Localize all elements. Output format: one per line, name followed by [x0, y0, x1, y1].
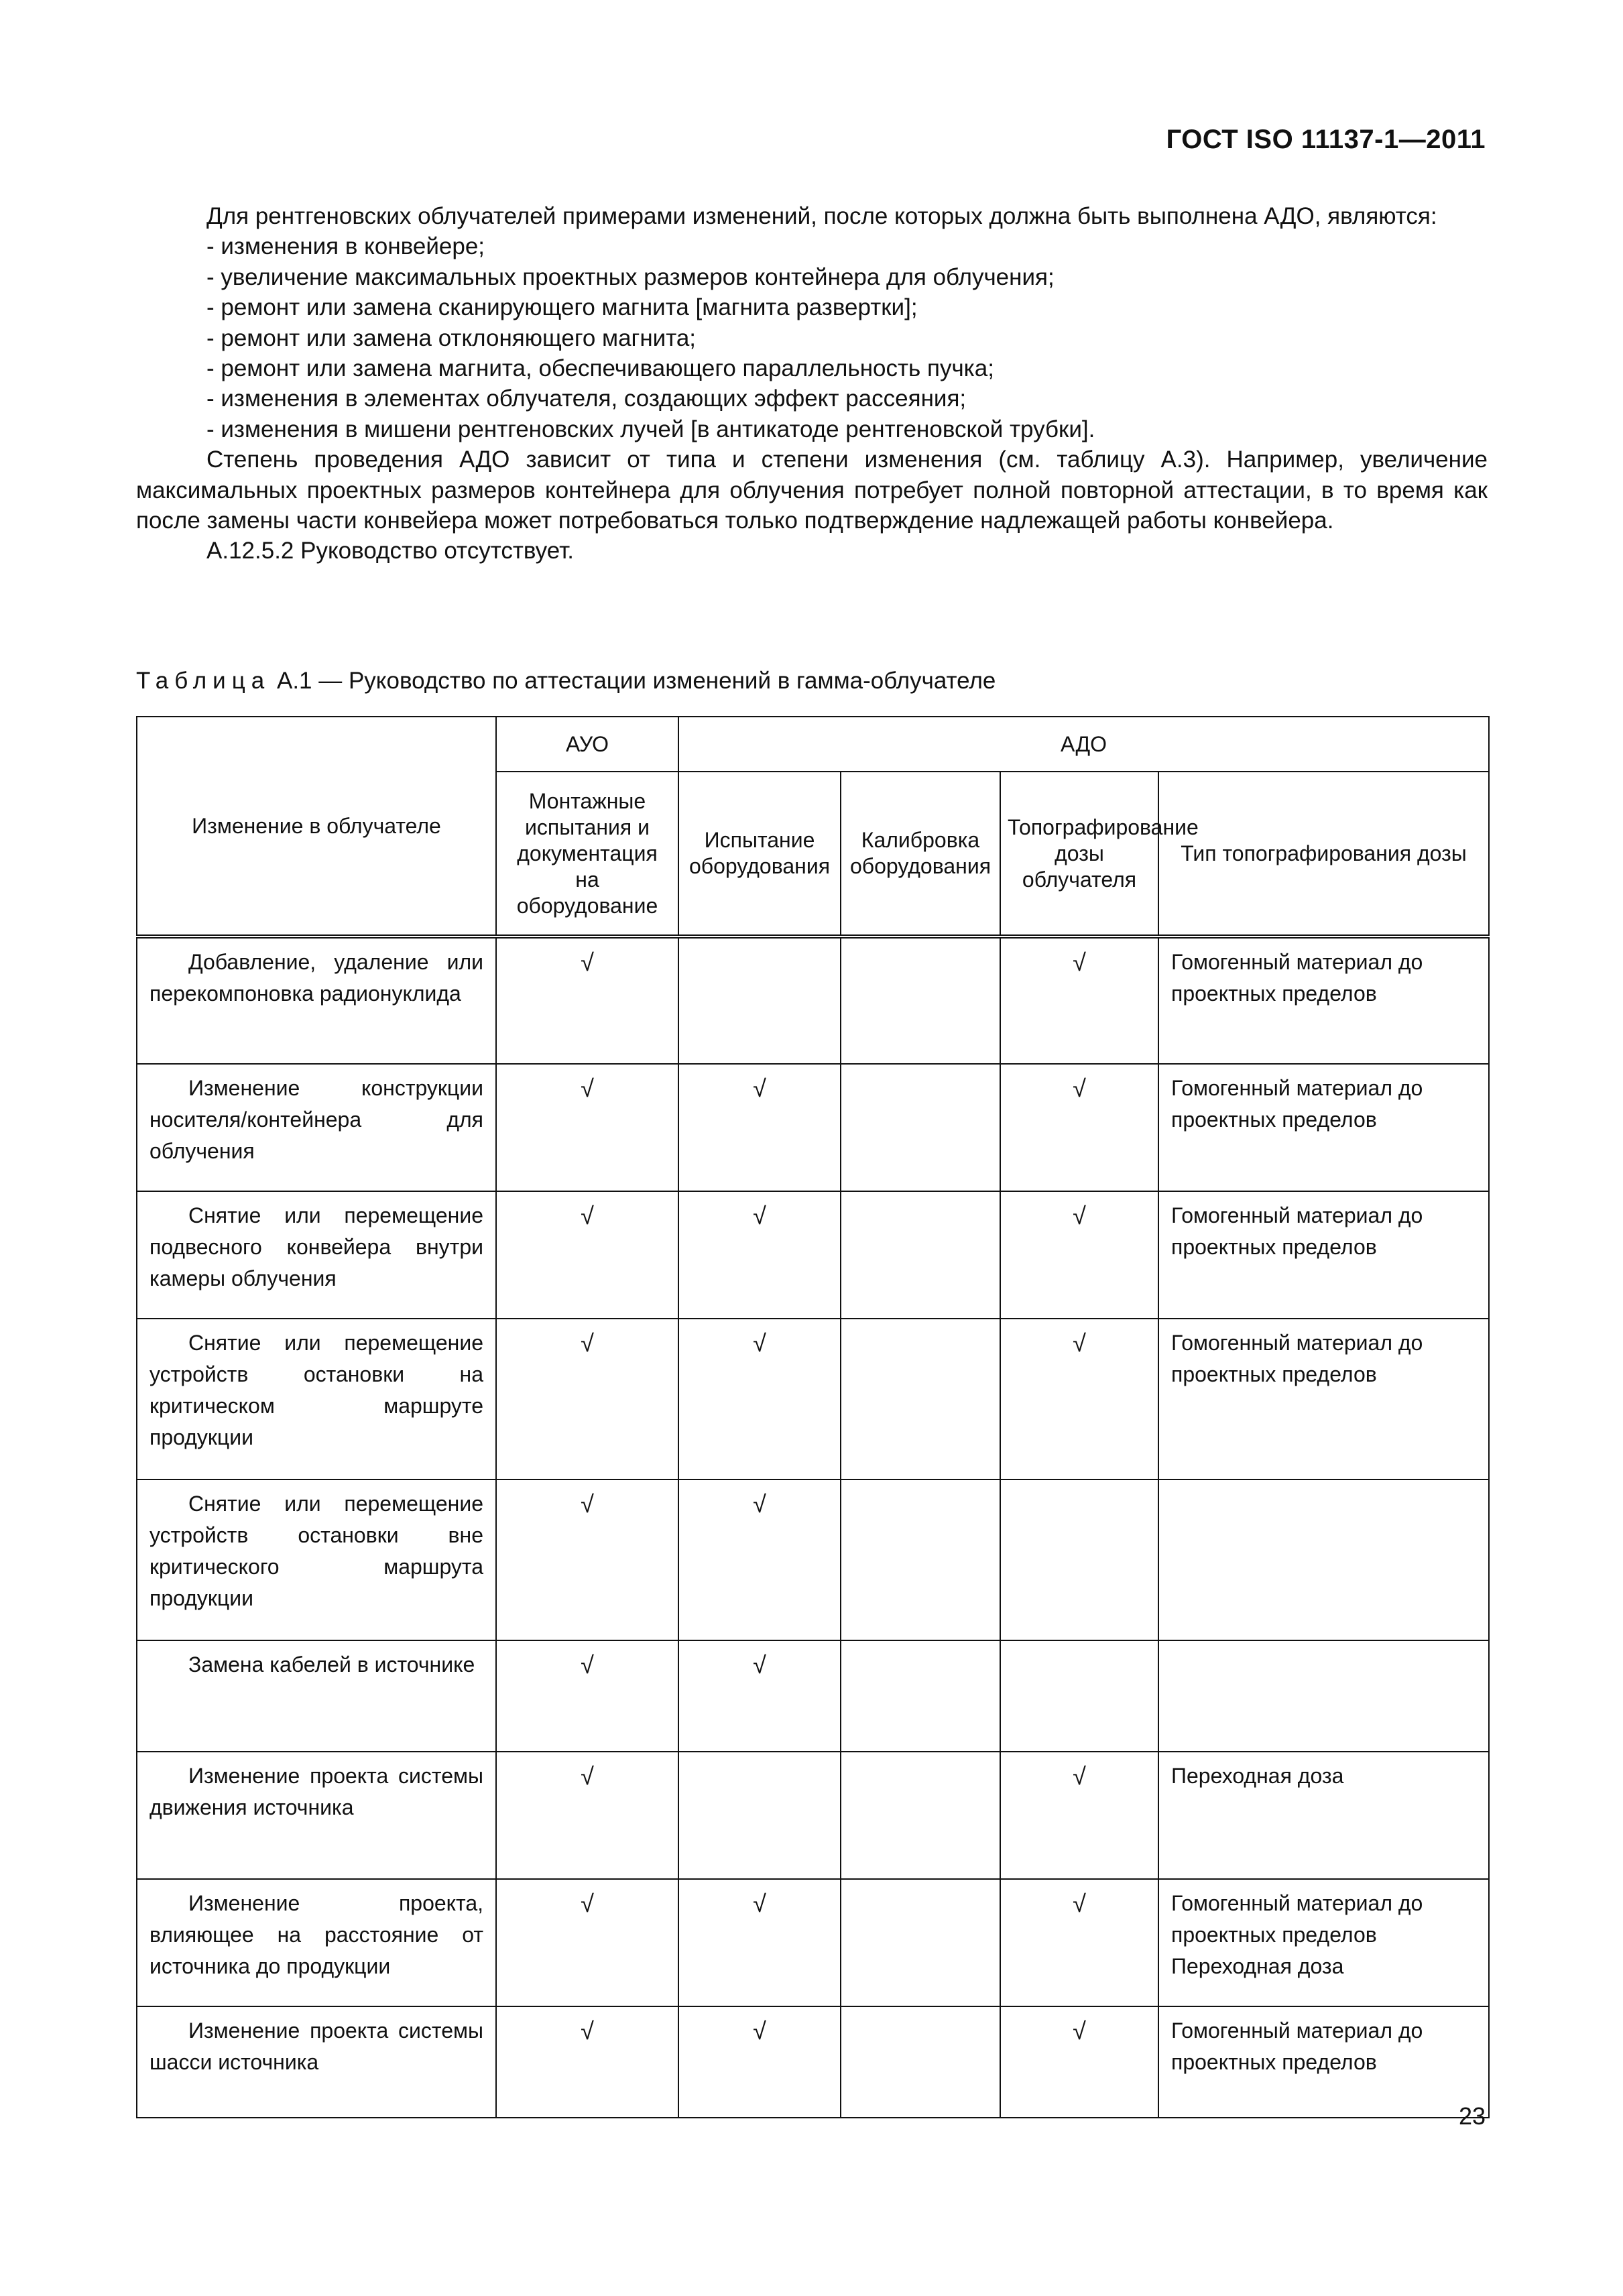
row-change: Замена кабелей в источнике [137, 1640, 496, 1752]
document-id: ГОСТ ISO 11137-1—2011 [1166, 125, 1486, 154]
row-topo-check [1000, 1640, 1158, 1752]
row-topo-check: √ [1000, 1191, 1158, 1319]
table-body [137, 936, 1489, 2118]
row-calib-check [841, 1319, 1000, 1479]
header-test: Испытание оборудования [678, 772, 841, 936]
row-calib-check [841, 2006, 1000, 2118]
row-calib-check [841, 1479, 1000, 1640]
row-test-check [678, 936, 841, 1064]
row-test-check [678, 1752, 841, 1879]
row-topo-check: √ [1000, 1064, 1158, 1191]
row-topo-check: √ [1000, 1879, 1158, 2006]
body-text [136, 201, 1488, 566]
row-mount-check: √ [496, 2006, 678, 2118]
row-test-check: √ [678, 1640, 841, 1752]
header-change: Изменение в облучателе [137, 717, 496, 936]
qualification-table [136, 716, 1490, 2118]
table-row [137, 2006, 1489, 2118]
header-topo: Топографирование дозы облучателя [1000, 772, 1158, 936]
row-calib-check [841, 1191, 1000, 1319]
header-type: Тип топографирования дозы [1158, 772, 1489, 936]
table-caption-text: А.1 — Руководство по аттестации изменений в гамма-облучателе [276, 668, 996, 694]
row-topo-check: √ [1000, 2006, 1158, 2118]
table-row [137, 1191, 1489, 1319]
row-dose-type: Гомогенный материал до проектных пределов [1158, 1064, 1489, 1191]
row-test-check: √ [678, 1064, 841, 1191]
row-dose-type: Гомогенный материал до проектных пределов [1158, 1319, 1489, 1479]
row-mount-check: √ [496, 1640, 678, 1752]
table-row [137, 1479, 1489, 1640]
row-mount-check: √ [496, 936, 678, 1064]
row-dose-type: Гомогенный материал до проектных пределов [1158, 936, 1489, 1064]
table-caption [136, 668, 996, 694]
header-group-ado: АДО [678, 717, 1489, 772]
table-row [137, 1752, 1489, 1879]
row-topo-check: √ [1000, 1319, 1158, 1479]
row-dose-type: Гомогенный материал до проектных пределов [1158, 1191, 1489, 1319]
row-change: Изменение проекта системы шасси источника [137, 2006, 496, 2118]
row-dose-type: Гомогенный материал до проектных пределов [1158, 2006, 1489, 2118]
list-item: - ремонт или замена отклоняющего магнита; [206, 324, 697, 351]
row-calib-check [841, 1879, 1000, 2006]
row-test-check: √ [678, 1479, 841, 1640]
page-number: 23 [1458, 2102, 1486, 2130]
table-row [137, 936, 1489, 1064]
list-item: - увеличение максимальных проектных размеров контейнера для облучения; [206, 263, 1055, 290]
row-change: Снятие или перемещение устройств остановки на критическом маршруте продукции [137, 1319, 496, 1479]
row-dose-type [1158, 1479, 1489, 1640]
row-test-check: √ [678, 2006, 841, 2118]
row-mount-check: √ [496, 1319, 678, 1479]
list-item: - ремонт или замена магнита, обеспечивающего параллельность пучка; [206, 355, 994, 382]
row-dose-type [1158, 1640, 1489, 1752]
header-mount: Монтажные испытания и документация на оборудование [496, 772, 678, 936]
row-test-check: √ [678, 1191, 841, 1319]
row-calib-check [841, 1064, 1000, 1191]
row-topo-check: √ [1000, 1752, 1158, 1879]
table-row [137, 1064, 1489, 1191]
row-topo-check [1000, 1479, 1158, 1640]
row-calib-check [841, 1640, 1000, 1752]
row-change: Добавление, удаление или перекомпоновка радионуклида [137, 936, 496, 1064]
table-caption-label: Таблица [136, 668, 271, 694]
header-group-ayo: АУО [496, 717, 678, 772]
row-mount-check: √ [496, 1752, 678, 1879]
row-test-check: √ [678, 1319, 841, 1479]
row-change: Изменение конструкции носителя/контейнера для облучения [137, 1064, 496, 1191]
row-change: Изменение проекта системы движения источника [137, 1752, 496, 1879]
list-item: - изменения в мишени рентгеновских лучей [в антикатоде рентгеновской трубки]. [206, 416, 1095, 442]
degree-paragraph: Степень проведения АДО зависит от типа и степени изменения (см. таблицу А.3). Например, увеличение максимальных проектных размеров контейнера для облучения потребует полной повторной аттестации, в то время как после замены части конвейера может потребоваться только подтверждение надлежащей работы конвейера. [136, 446, 1488, 534]
table-row [137, 1879, 1489, 2006]
row-calib-check [841, 936, 1000, 1064]
list-item: - изменения в элементах облучателя, создающих эффект рассеяния; [206, 385, 967, 412]
table-row [137, 1640, 1489, 1752]
list-item: - изменения в конвейере; [206, 233, 485, 260]
row-test-check: √ [678, 1879, 841, 2006]
row-mount-check: √ [496, 1879, 678, 2006]
intro-paragraph: Для рентгеновских облучателей примерами изменений, после которых должна быть выполнена АДО, являются: [206, 203, 1437, 229]
row-change: Снятие или перемещение устройств остановки вне критического маршрута продукции [137, 1479, 496, 1640]
row-mount-check: √ [496, 1064, 678, 1191]
row-topo-check: √ [1000, 936, 1158, 1064]
list-item: - ремонт или замена сканирующего магнита [магнита развертки]; [206, 294, 918, 321]
row-mount-check: √ [496, 1479, 678, 1640]
row-mount-check: √ [496, 1191, 678, 1319]
header-calib: Калибровка оборудования [841, 772, 1000, 936]
row-change: Снятие или перемещение подвесного конвейера внутри камеры облучения [137, 1191, 496, 1319]
row-dose-type: Переходная доза [1158, 1752, 1489, 1879]
row-change: Изменение проекта, влияющее на расстояние от источника до продукции [137, 1879, 496, 2006]
guidance-paragraph: А.12.5.2 Руководство отсутствует. [206, 538, 574, 564]
row-dose-type: Гомогенный материал до проектных пределов Переходная доза [1158, 1879, 1489, 2006]
table-row [137, 1319, 1489, 1479]
row-calib-check [841, 1752, 1000, 1879]
